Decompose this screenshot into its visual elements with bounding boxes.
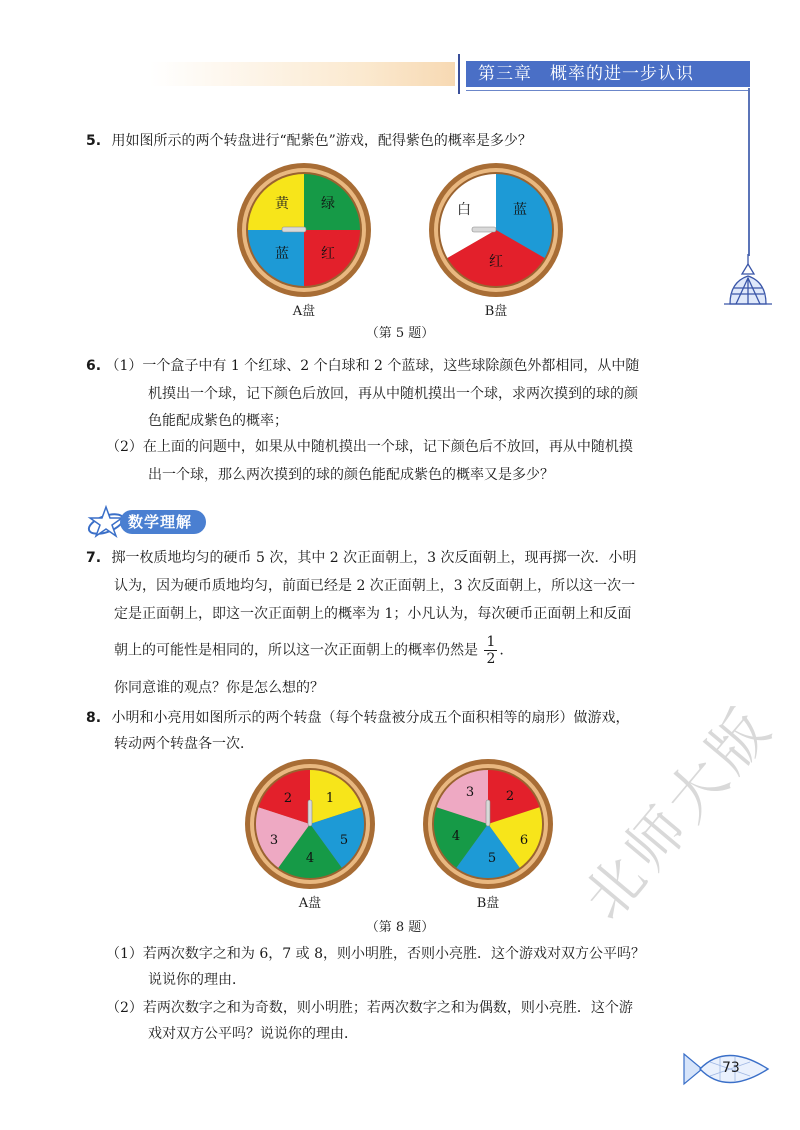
question-text: 用如图所示的两个转盘进行“配紫色”游戏，配得紫色的概率是多少？ <box>111 133 532 149</box>
page-number: 73 <box>722 1060 740 1076</box>
question-line: （1）一个盒子中有 1 个红球、2 个白球和 2 个蓝球，这些球除颜色外都相同，从中随 <box>105 358 640 374</box>
header-decoration <box>150 62 455 86</box>
question-line: 说说你的理由． <box>148 972 246 988</box>
question-line: （1）若两次数字之和为 6，7 或 8，则小明胜，否则小亮胜．这个游戏对双方公平吗？ <box>106 946 645 962</box>
question-number: 8. <box>86 710 102 726</box>
question-line: 出一个球，那么两次摸到的球的颜色能配成紫色的概率又是多少？ <box>148 467 554 483</box>
sector-label: 4 <box>305 851 315 866</box>
question-line: 掷一枚质地均匀的硬币 5 次，其中 2 次正面朝上，3 次反面朝上，现再掷一次．小明 <box>111 550 637 566</box>
question-5 <box>86 131 532 151</box>
sector-label: 2 <box>505 789 515 804</box>
question-8 <box>86 708 630 728</box>
header-divider <box>458 54 460 94</box>
sector-label: 蓝 <box>275 246 289 262</box>
chapter-title: 第三章 概率的进一步认识 <box>466 61 750 87</box>
sector-label: 5 <box>487 851 497 866</box>
wheel-label: B盘 <box>476 896 500 911</box>
question-line: 定是正面朝上，即这一次正面朝上的概率为 1；小凡认为，每次硬币正面朝上和反面 <box>114 606 632 622</box>
wheel-label: A盘 <box>298 896 322 911</box>
watermark: 北师大版 <box>569 692 787 933</box>
question-6 <box>86 356 639 376</box>
sector-label: 5 <box>339 833 349 848</box>
question-line: 小明和小亮用如图所示的两个转盘（每个转盘被分成五个面积相等的扇形）做游戏， <box>111 710 630 726</box>
spinner-a-q5 <box>236 162 372 298</box>
question-line: 色能配成紫色的概率； <box>148 413 288 429</box>
spinner-b-q5 <box>428 162 564 298</box>
sector-label: 2 <box>283 791 293 806</box>
pointer <box>282 227 306 232</box>
fraction-numerator: 1 <box>486 634 496 650</box>
question-line-with-fraction <box>114 634 504 667</box>
sector-label: 3 <box>465 785 475 800</box>
header-underline <box>466 90 750 91</box>
question-line: 机摸出一个球，记下颜色后放回，再从中随机摸出一个球，求两次摸到的球的颜 <box>148 386 638 402</box>
figure-caption: （第 8 题） <box>365 920 435 935</box>
spinner-a-q8 <box>244 758 376 890</box>
question-number: 7. <box>86 550 102 566</box>
fraction-denominator: 2 <box>486 651 496 667</box>
pointer <box>486 800 490 826</box>
figure-caption: （第 5 题） <box>365 326 435 341</box>
question-7 <box>86 548 637 568</box>
sector-label: 蓝 <box>513 202 527 218</box>
end-mark: . <box>499 642 504 659</box>
sector-label: 绿 <box>321 196 335 212</box>
sector-label: 红 <box>321 246 335 262</box>
spinner-b-q8 <box>422 758 554 890</box>
question-line: 你同意谁的观点？你是怎么想的？ <box>114 680 324 696</box>
question-line: 转动两个转盘各一次． <box>114 736 254 752</box>
sector-label: 红 <box>489 254 503 270</box>
section-badge: 数学理解 <box>120 510 206 534</box>
sector-label: 黄 <box>275 196 289 212</box>
question-number: 6. <box>86 358 102 374</box>
sector-label: 6 <box>519 833 529 848</box>
sector-label: 1 <box>325 791 335 806</box>
tower-icon <box>722 252 774 308</box>
pointer <box>472 227 496 232</box>
margin-line <box>748 88 750 256</box>
sector-label: 白 <box>457 202 471 218</box>
pointer <box>308 800 312 826</box>
question-line: （2）若两次数字之和为奇数，则小明胜；若两次数字之和为偶数，则小亮胜．这个游 <box>106 1000 633 1016</box>
fraction <box>484 634 497 667</box>
sector-label: 4 <box>451 829 461 844</box>
wheel-label: B盘 <box>484 304 508 319</box>
question-line: 认为，因为硬币质地均匀，前面已经是 2 次正面朝上，3 次反面朝上，所以这一次一 <box>114 578 636 594</box>
question-line: 朝上的可能性是相同的，所以这一次正面朝上的概率仍然是 <box>114 642 478 659</box>
question-line: 戏对双方公平吗？说说你的理由． <box>148 1026 358 1042</box>
question-line: （2）在上面的问题中，如果从中随机摸出一个球，记下颜色后不放回，再从中随机摸 <box>106 439 633 455</box>
question-number: 5. <box>86 133 102 149</box>
sector-label: 3 <box>269 833 279 848</box>
wheel-label: A盘 <box>292 304 316 319</box>
